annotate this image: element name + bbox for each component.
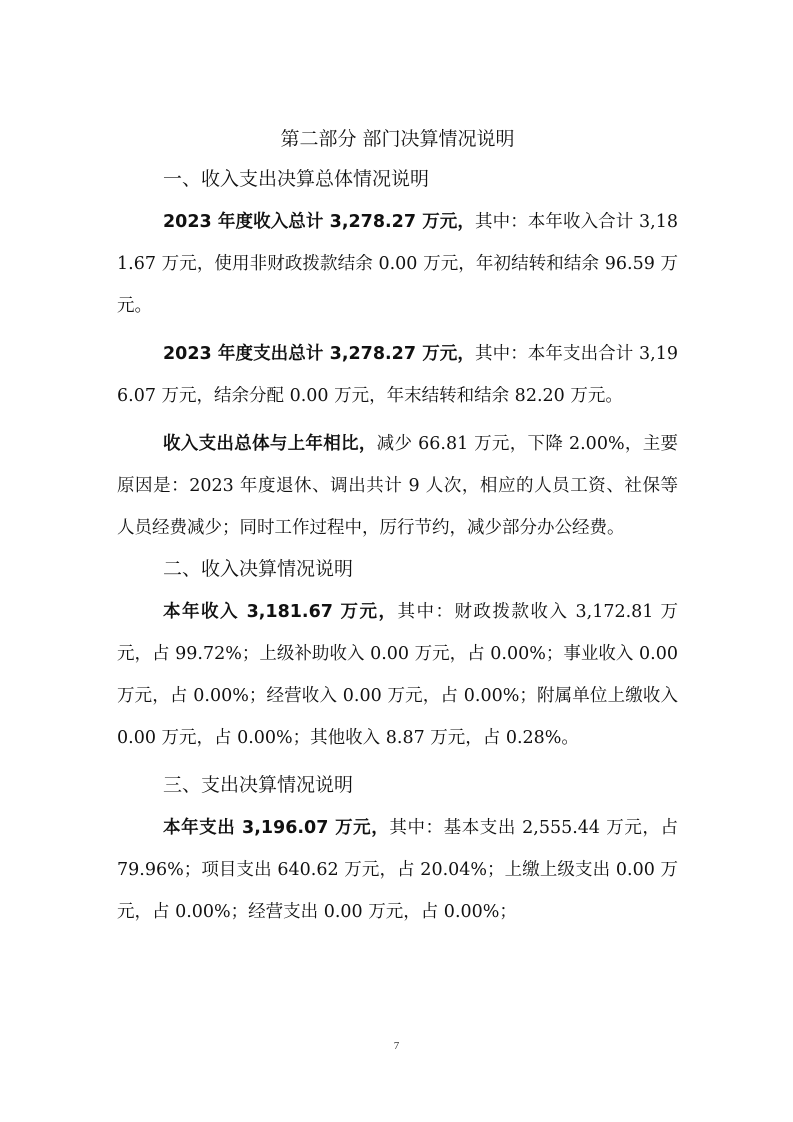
paragraph-body: 其中：财政拨款收入 3,172.81 万元，占 99.72%；上级补助收入 0.00 万元，占 0.00%；事业收入 0.00 万元，占 0.00%；经营收入 0.00 万元，占 0.00%；附属单位上缴收入 0.00 万元，占 0.00%；其他收入 8.87 万元，占 0.28%。: [117, 602, 678, 748]
paragraph-income-total: [117, 201, 678, 327]
paragraph-expense-detail: [117, 807, 678, 933]
paragraph-lead: 2023 年度收入总计 3,278.27 万元，: [163, 212, 475, 232]
section-heading-1: 一、收入支出决算总体情况说明: [163, 168, 430, 190]
paragraph-body: 其中：本年收入合计 3,181.67 万元，使用非财政拨款结余 0.00 万元，年初结转和结余 96.59 万元。: [117, 212, 678, 316]
paragraph-lead: 2023 年度支出总计 3,278.27 万元，: [163, 344, 475, 364]
paragraph-body: 减少 66.81 万元，下降 2.00%，主要原因是：2023 年度退休、调出共计 9 人次，相应的人员工资、社保等人员经费减少；同时工作过程中，厉行节约，减少部分办公经费。: [117, 434, 678, 538]
paragraph-body: 其中：本年支出合计 3,196.07 万元，结余分配 0.00 万元，年末结转和结余 82.20 万元。: [117, 344, 678, 406]
page-title: 第二部分 部门决算情况说明: [280, 128, 515, 150]
paragraph-lead: 本年收入 3,181.67 万元，: [163, 602, 398, 622]
paragraph-expense-total: [117, 333, 678, 417]
paragraph-lead: 收入支出总体与上年相比，: [163, 434, 377, 454]
paragraph-income-detail: [117, 591, 678, 759]
section-heading-2: 二、收入决算情况说明: [163, 558, 354, 580]
section-heading-3: 三、支出决算情况说明: [163, 774, 354, 796]
page-number: 7: [393, 1040, 400, 1052]
paragraph-lead: 本年支出 3,196.07 万元，: [163, 818, 390, 838]
page-content: [117, 119, 678, 933]
paragraph-body: 其中：基本支出 2,555.44 万元，占 79.96%；项目支出 640.62 万元，占 20.04%；上缴上级支出 0.00 万元，占 0.00%；经营支出 0.00 万元，占 0.00%；: [117, 818, 678, 922]
paragraph-year-comparison: [117, 423, 678, 549]
